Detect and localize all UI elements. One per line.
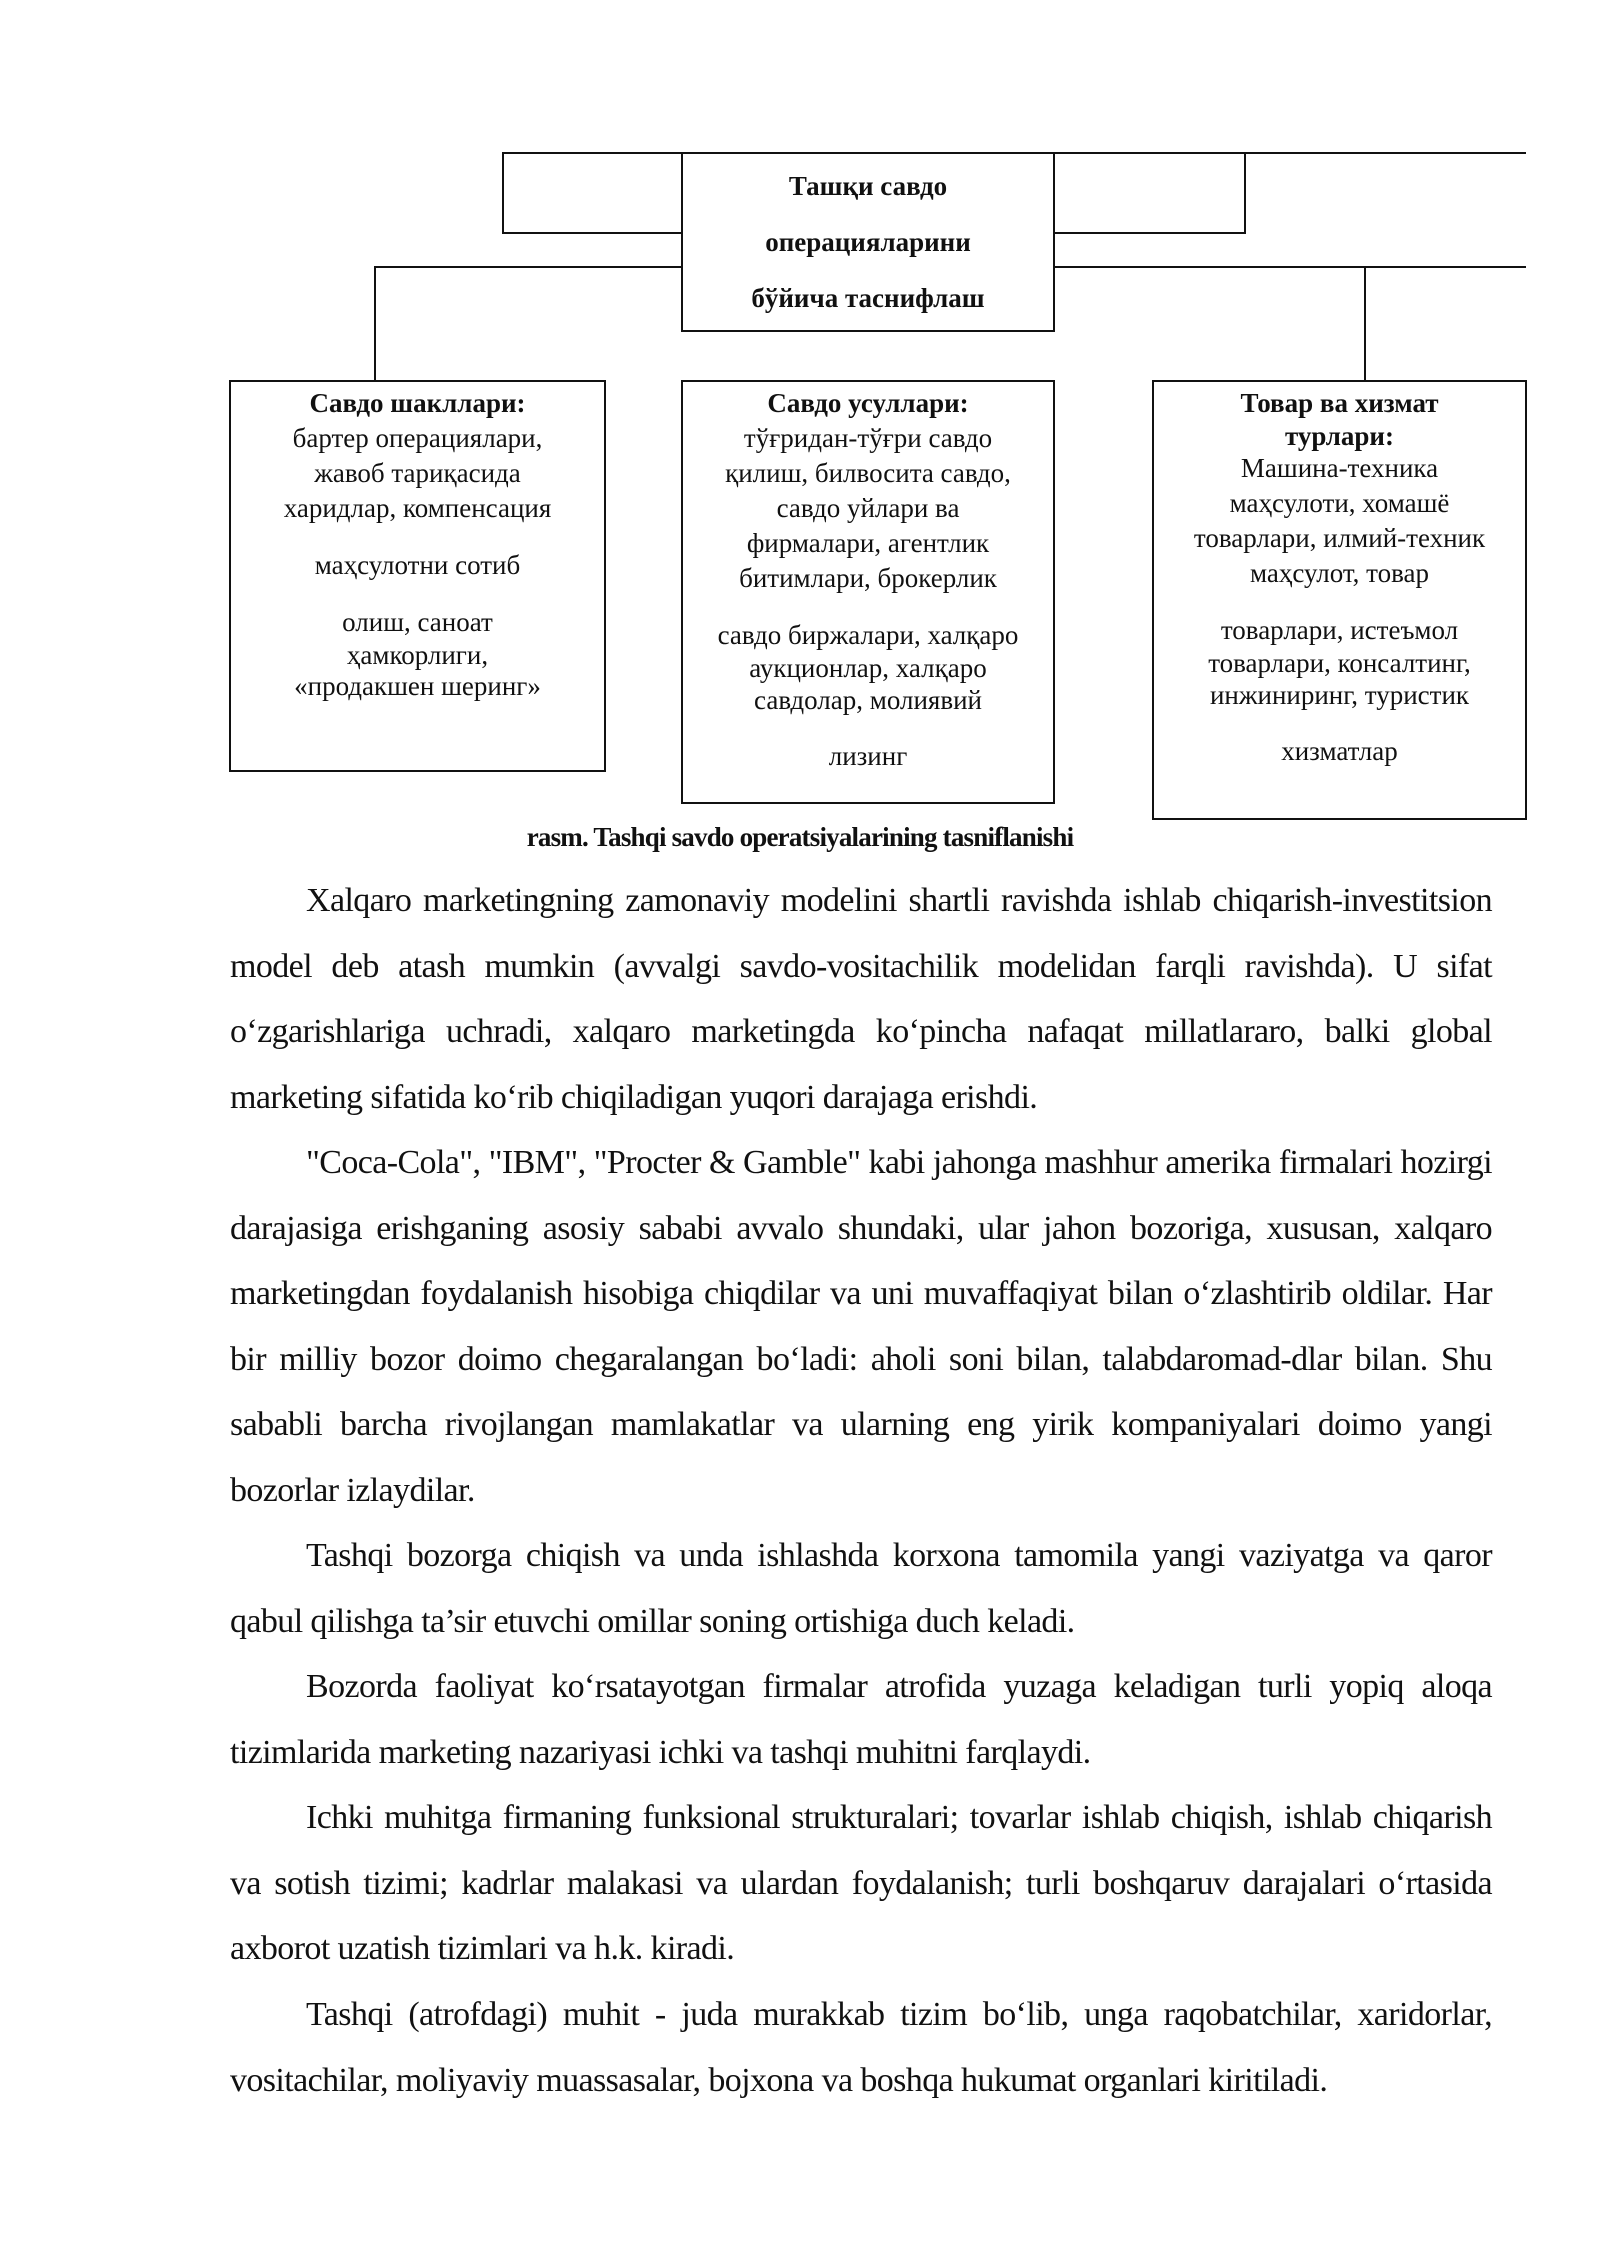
goods-services-heading: турлари:	[1285, 421, 1394, 451]
goods-services-heading: Товар ва хизмат	[1240, 388, 1439, 418]
trade-forms-line: бартер операциялари,	[292, 423, 543, 453]
connector-left-horizontal	[374, 266, 682, 268]
trade-forms-line: «продакшен шеринг»	[294, 671, 541, 701]
trade-forms-line: маҳсулотни сотиб	[314, 550, 521, 580]
trade-methods-line: битимлари, брокерлик	[739, 563, 997, 593]
goods-services-box	[1152, 380, 1527, 820]
center-line-2: операцияларини	[765, 227, 971, 257]
paragraph-text: Bozorda faoliyat koʻrsatayotgan firmalar atrofida yuzaga keladigan turli yopiq aloqa tizimlarida marketing nazariyasi ichki va tashqi muhitni farqlaydi.	[230, 1668, 1492, 1771]
trade-methods-heading: Савдо усуллари:	[767, 388, 969, 418]
center-line-3: бўйича таснифлаш	[751, 283, 985, 313]
trade-forms-line: ҳамкорлиги,	[346, 640, 489, 670]
paragraph	[230, 1523, 1492, 1654]
empty-box-right	[1053, 152, 1246, 234]
goods-services-line: инжиниринг, туристик	[1209, 680, 1470, 710]
trade-methods-line: тўғридан-тўғри савдо	[743, 423, 993, 453]
empty-box-left	[502, 152, 683, 234]
trade-forms-line: харидлар, компенсация	[283, 493, 552, 523]
trade-methods-line: савдо уйлари ва	[776, 493, 960, 523]
paragraph-text: Xalqaro marketingning zamonaviy modelini shartli ravishda ishlab chiqarish-investitsion model deb atash mumkin (avvalgi savdo-vositachilik modelidan farqli ravishda). U sifat oʻzgarishlariga uchradi, xalqaro marketingda koʻpincha nafaqat millatlararo, balki global marketing sifatida koʻrib chiqiladigan yuqori darajaga erishdi.	[230, 882, 1492, 1116]
paragraph	[230, 1654, 1492, 1785]
trade-forms-line: жавоб тариқасида	[314, 458, 521, 488]
goods-services-line: товарлари, консалтинг,	[1208, 648, 1471, 678]
trade-methods-line: савдо биржалари, халқаро	[717, 620, 1019, 650]
goods-services-line: маҳсулот, товар	[1249, 558, 1430, 588]
connector-right-horizontal	[1054, 266, 1526, 268]
trade-methods-line: савдолар, молиявий	[754, 685, 982, 715]
trade-forms-heading: Савдо шакллари:	[309, 388, 526, 418]
trade-methods-line: қилиш, билвосита савдо,	[725, 458, 1011, 488]
center-box	[681, 152, 1055, 332]
goods-services-line: хизматлар	[1281, 736, 1398, 766]
trade-methods-line: аукционлар, халқаро	[749, 653, 987, 683]
paragraph-text: Tashqi (atrofdagi) muhit - juda murakkab tizim boʻlib, unga raqobatchilar, xaridorlar, vositachilar, moliyaviy muassasalar, bojxona va boshqa hukumat organlari kiritiladi.	[230, 1996, 1492, 2099]
trade-methods-line: лизинг	[828, 741, 908, 771]
paragraph-text: "Coca-Cola", "IBM", "Procter & Gamble" kabi jahonga mashhur amerika firmalari hozirgi darajasiga erishganing asosiy sababi avvalo shundaki, ular jahon bozoriga, xususan, xalqaro marketingdan foydalanish hisobiga chiqdilar va uni muvaffaqiyat bilan oʻzlashtirib oldilar. Har bir milliy bozor doimo chegaralangan boʻladi: aholi soni bilan, talabdaromad-dlar bilan. Shu sababli barcha rivojlangan mamlakatlar va ularning eng yirik kompaniyalari doimo yangi bozorlar izlaydilar.	[230, 1144, 1492, 1509]
goods-services-line: товарлари, илмий-техник	[1193, 523, 1486, 553]
paragraph-text: Tashqi bozorga chiqish va unda ishlashda korxona tamomila yangi vaziyatga va qaror qabul qilishga ta’sir etuvchi omillar soning ortishiga duch keladi.	[230, 1537, 1492, 1640]
trade-forms-line: олиш, саноат	[342, 607, 493, 637]
goods-services-line: Машина-техника	[1240, 453, 1439, 483]
center-line-1: Ташқи савдо	[788, 171, 948, 201]
paragraph-text: Ichki muhitga firmaning funksional strukturalari; tovarlar ishlab chiqish, ishlab chiqarish va sotish tizimi; kadrlar malakasi va ulardan foydalanish; turli boshqaruv darajalari oʻrtasida axborot uzatish tizimlari va h.k. kiradi.	[230, 1799, 1492, 1967]
goods-services-line: товарлари, истеъмол	[1220, 615, 1459, 645]
connector-top-right	[1244, 152, 1526, 154]
paragraph	[230, 1130, 1492, 1523]
figure-caption: rasm. Tashqi savdo operatsiyalarining tasniflanishi	[526, 822, 1074, 852]
paragraph	[230, 1785, 1492, 1982]
trade-methods-line: фирмалари, агентлик	[746, 528, 990, 558]
trade-methods-box	[681, 380, 1055, 804]
classification-diagram	[0, 0, 1600, 830]
connector-right-vertical	[1364, 266, 1366, 382]
paragraph	[230, 868, 1492, 1130]
goods-services-line: маҳсулоти, хомашё	[1229, 488, 1450, 518]
paragraph	[230, 1982, 1492, 2113]
connector-left-vertical	[374, 266, 376, 382]
trade-forms-box	[229, 380, 606, 772]
